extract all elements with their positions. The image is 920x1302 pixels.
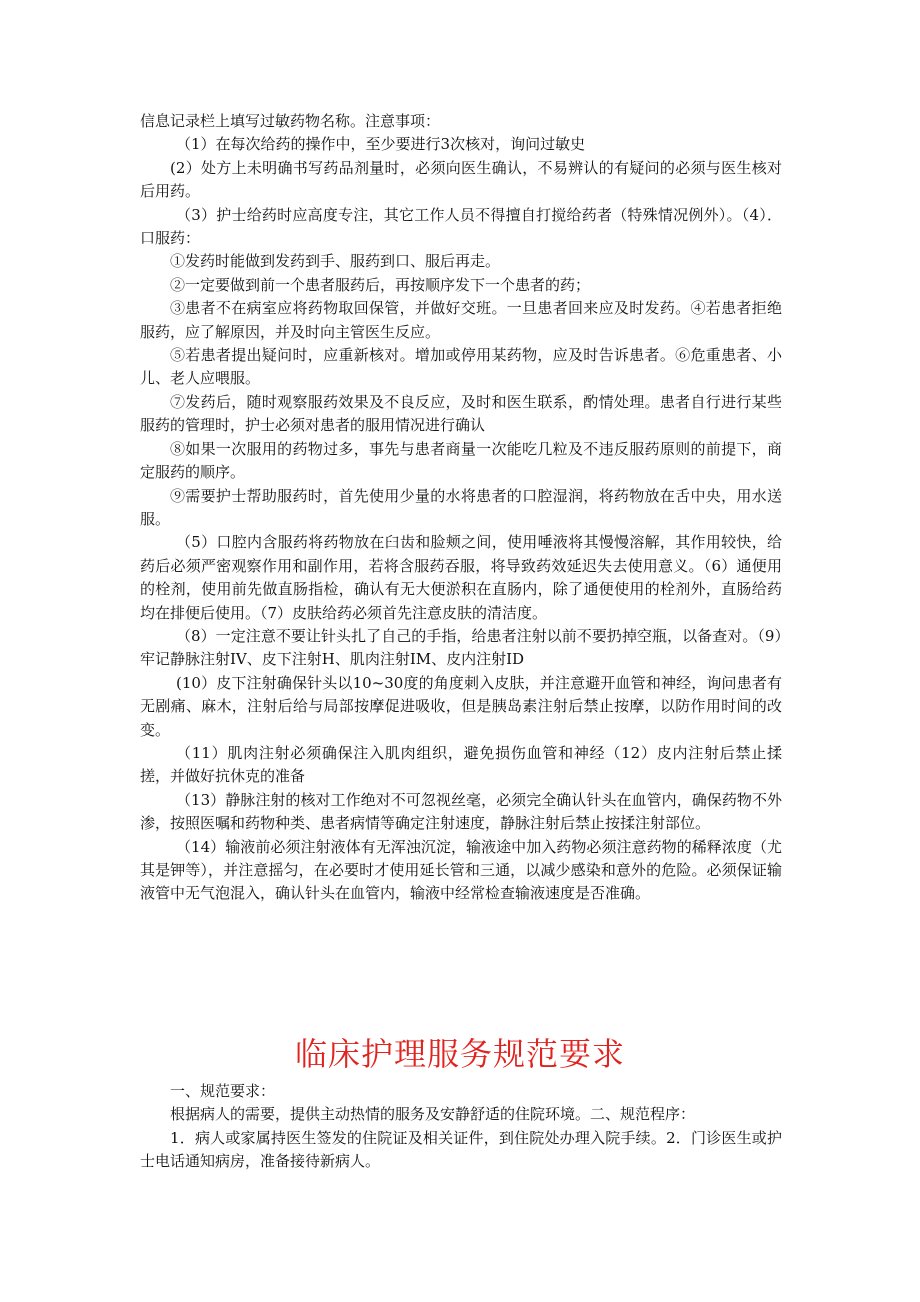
paragraph: （3）护士给药时应高度专注，其它工作人员不得擅自打搅给药者（特殊情况例外）。（4）．口服药： xyxy=(140,205,782,248)
paragraph: ②一定要做到前一个患者服药后，再按顺序发下一个患者的药； xyxy=(170,275,591,294)
paragraph: ③患者不在病室应将药物取回保管，并做好交班。一旦患者回来应及时发药。④若患者拒绝服药，应了解原因，并及时向主管医生反应。 xyxy=(140,299,782,341)
paragraph: 根据病人的需要，提供主动热情的服务及安静舒适的住院环境。二、规范程序： xyxy=(170,1105,696,1124)
paragraph: （11）肌肉注射必须确保注入肌肉组织，避免损伤血管和神经（12）皮内注射后禁止揉搓，并做好抗休克的准备 xyxy=(140,743,782,786)
paragraph: ⑧如果一次服用的药物过多，事先与患者商量一次能吃几粒及不违反服药原则的前提下，商定服药的顺序。 xyxy=(140,439,782,482)
paragraph: （1）在每次给药的操作中，至少要进行3次核对，询问过敏史 xyxy=(176,135,586,154)
medication-notes-section xyxy=(140,110,782,906)
paragraph: （5）口腔内含服药将药物放在臼齿和脸颊之间，使用唾液将其慢慢溶解，其作用较快，给药后必须严密观察作用和副作用，若将含服药吞服，将导致药效延迟失去使用意义。（6）通便用的栓剂，使用前先做直肠指检，确认有无大便淤积在直肠内，除了通便使用的栓剂外，直肠给药均在排便后使用。（7）皮肤给药必须首先注意皮肤的清洁度。 xyxy=(140,533,782,622)
paragraph: 1．病人或家属持医生签发的住院证及相关证件，到住院处办理入院手续。2．门诊医生或护士电话通知病房，准备接待新病人。 xyxy=(140,1128,782,1171)
paragraph: (2）处方上未明确书写药品剂量时，必须向医生确认，不易辨认的有疑问的必须与医生核对后用药。 xyxy=(140,158,782,201)
service-standards-section xyxy=(140,1080,782,1174)
paragraph: 信息记录栏上填写过敏药物名称。注意事项： xyxy=(140,112,441,130)
section-heading: 临床护理服务规范要求 xyxy=(294,1035,625,1073)
paragraph: (10）皮下注射确保针头以10~30度的角度刺入皮肤，并注意避开血管和神经，询问患者有无剧痛、麻木，注射后给与局部按摩促进吸收，但是胰岛素注射后禁止按摩，以防作用时间的改变。 xyxy=(140,673,782,739)
paragraph: （14）输液前必须注射液体有无浑浊沉淀，输液途中加入药物必须注意药物的稀释浓度（尤其是钾等），并注意摇匀，在必要时才使用延长管和三通，以减少感染和意外的危险。必须保证输液管中无气泡混入，确认针头在血管内，输液中经常检查输液速度是否准确。 xyxy=(140,837,782,903)
paragraph: （8）一定注意不要让针头扎了自己的手指，给患者注射以前不要扔掉空瓶，以备查对。（9）牢记静脉注射IV、皮下注射H、肌肉注射IM、皮内注射ID xyxy=(140,626,782,669)
paragraph: ①发药时能做到发药到手、服药到口、服后再走。 xyxy=(170,252,501,271)
paragraph: （13）静脉注射的核对工作绝对不可忽视丝毫，必须完全确认针头在血管内，确保药物不外渗，按照医嘱和药物种类、患者病情等确定注射速度，静脉注射后禁止按揉注射部位。 xyxy=(140,790,782,833)
paragraph: ⑤若患者提出疑问时，应重新核对。增加或停用某药物，应及时告诉患者。⑥危重患者、小儿、老人应喂服。 xyxy=(140,346,782,388)
paragraph: ⑦发药后，随时观察服药效果及不良反应，及时和医生联系，酌情处理。患者自行进行某些服药的管理时，护士必须对患者的服用情况进行确认 xyxy=(140,392,782,435)
paragraph: 一、规范要求： xyxy=(170,1082,276,1100)
paragraph: ⑨需要护士帮助服药时，首先使用少量的水将患者的口腔湿润，将药物放在舌中央，用水送服。 xyxy=(140,486,782,528)
